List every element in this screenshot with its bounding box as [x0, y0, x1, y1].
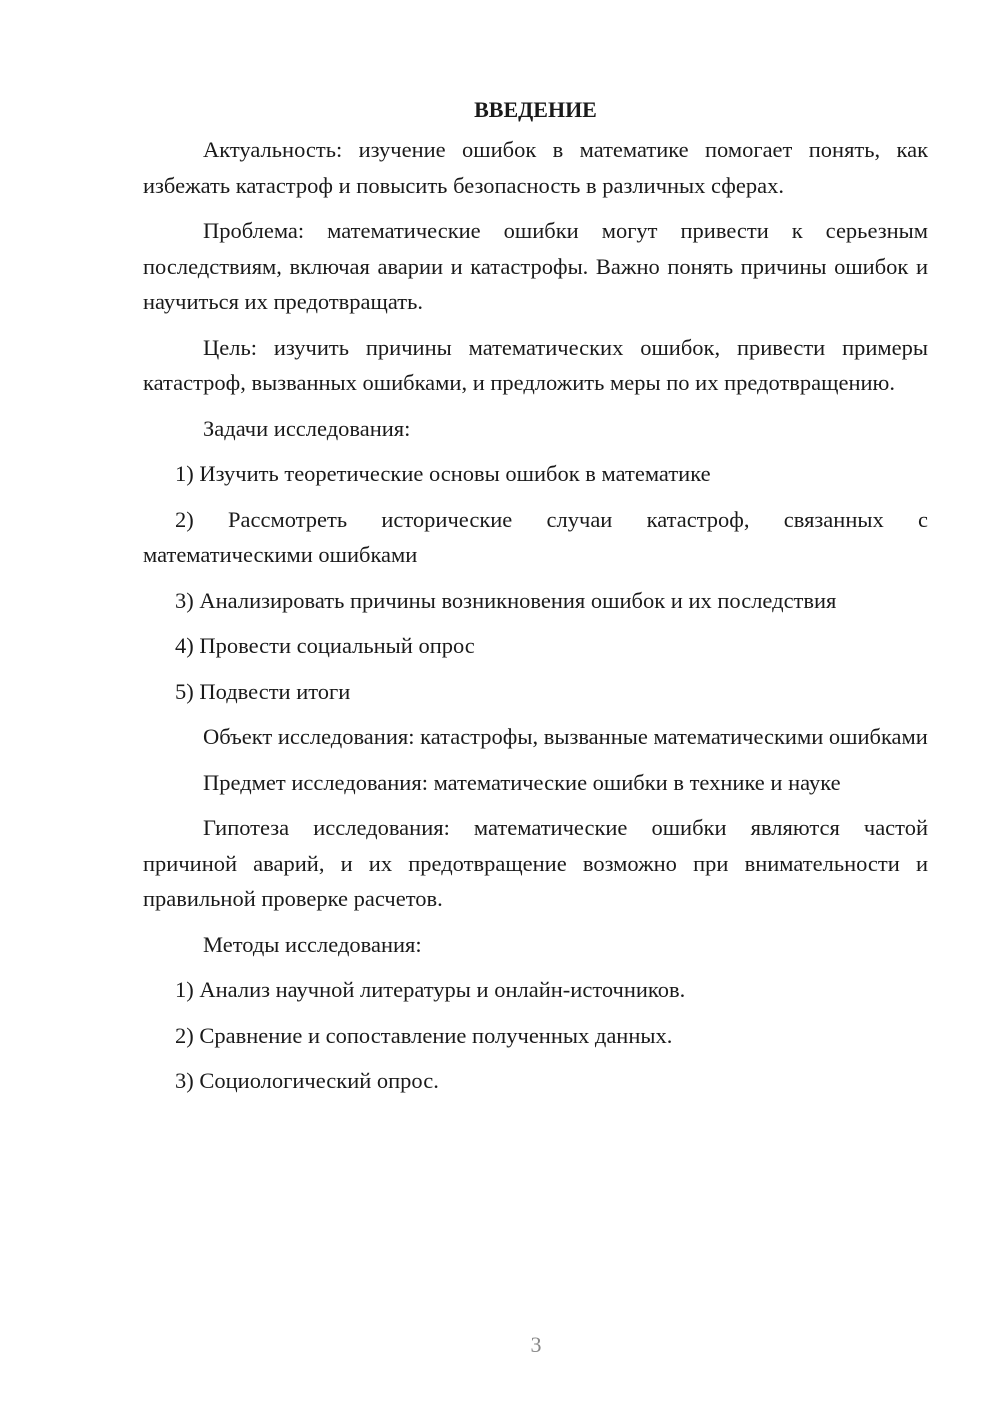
task-item: 4) Провести социальный опрос: [175, 633, 475, 658]
task-item: 1) Изучить теоретические основы ошибок в математике: [175, 461, 711, 486]
paragraph-object: Объект исследования: катастрофы, вызванные математическими ошибками: [203, 724, 928, 749]
method-item: 3) Социологический опрос.: [175, 1068, 439, 1093]
paragraph-goal: Цель: изучить причины математических ошибок, привести примеры катастроф, вызванных ошибками, и предложить меры по их предотвращению.: [143, 334, 928, 395]
task-item: 3) Анализировать причины возникновения ошибок и их последствия: [175, 587, 837, 613]
paragraph-methods-heading: Методы исследования:: [203, 931, 422, 957]
paragraph-relevance: Актуальность: изучение ошибок в математике помогает понять, как избежать катастроф и повысить безопасность в различных сферах.: [143, 137, 928, 198]
method-item: 1) Анализ научной литературы и онлайн-источников.: [175, 977, 686, 1002]
paragraph-hypothesis: Гипотеза исследования: математические ошибки являются частой причиной аварий, и их предотвращение возможно при внимательности и правильной проверке расчетов.: [143, 815, 928, 911]
paragraph-tasks-heading: Задачи исследования:: [203, 415, 411, 441]
page-content: [143, 92, 928, 1109]
page-number: 3: [530, 1332, 542, 1357]
section-title: ВВЕДЕНИЕ: [474, 97, 597, 122]
task-item: 5) Подвести итоги: [175, 678, 351, 704]
method-item: 2) Сравнение и сопоставление полученных данных.: [175, 1022, 673, 1048]
paragraph-subject: Предмет исследования: математические ошибки в технике и науке: [203, 769, 841, 795]
paragraph-problem: Проблема: математические ошибки могут привести к серьезным последствиям, включая аварии и катастрофы. Важно понять причины ошибок и научиться их предотвращать.: [143, 218, 928, 314]
task-item: 2) Рассмотреть исторические случаи катастроф, связанных с математическими ошибками: [143, 506, 928, 567]
